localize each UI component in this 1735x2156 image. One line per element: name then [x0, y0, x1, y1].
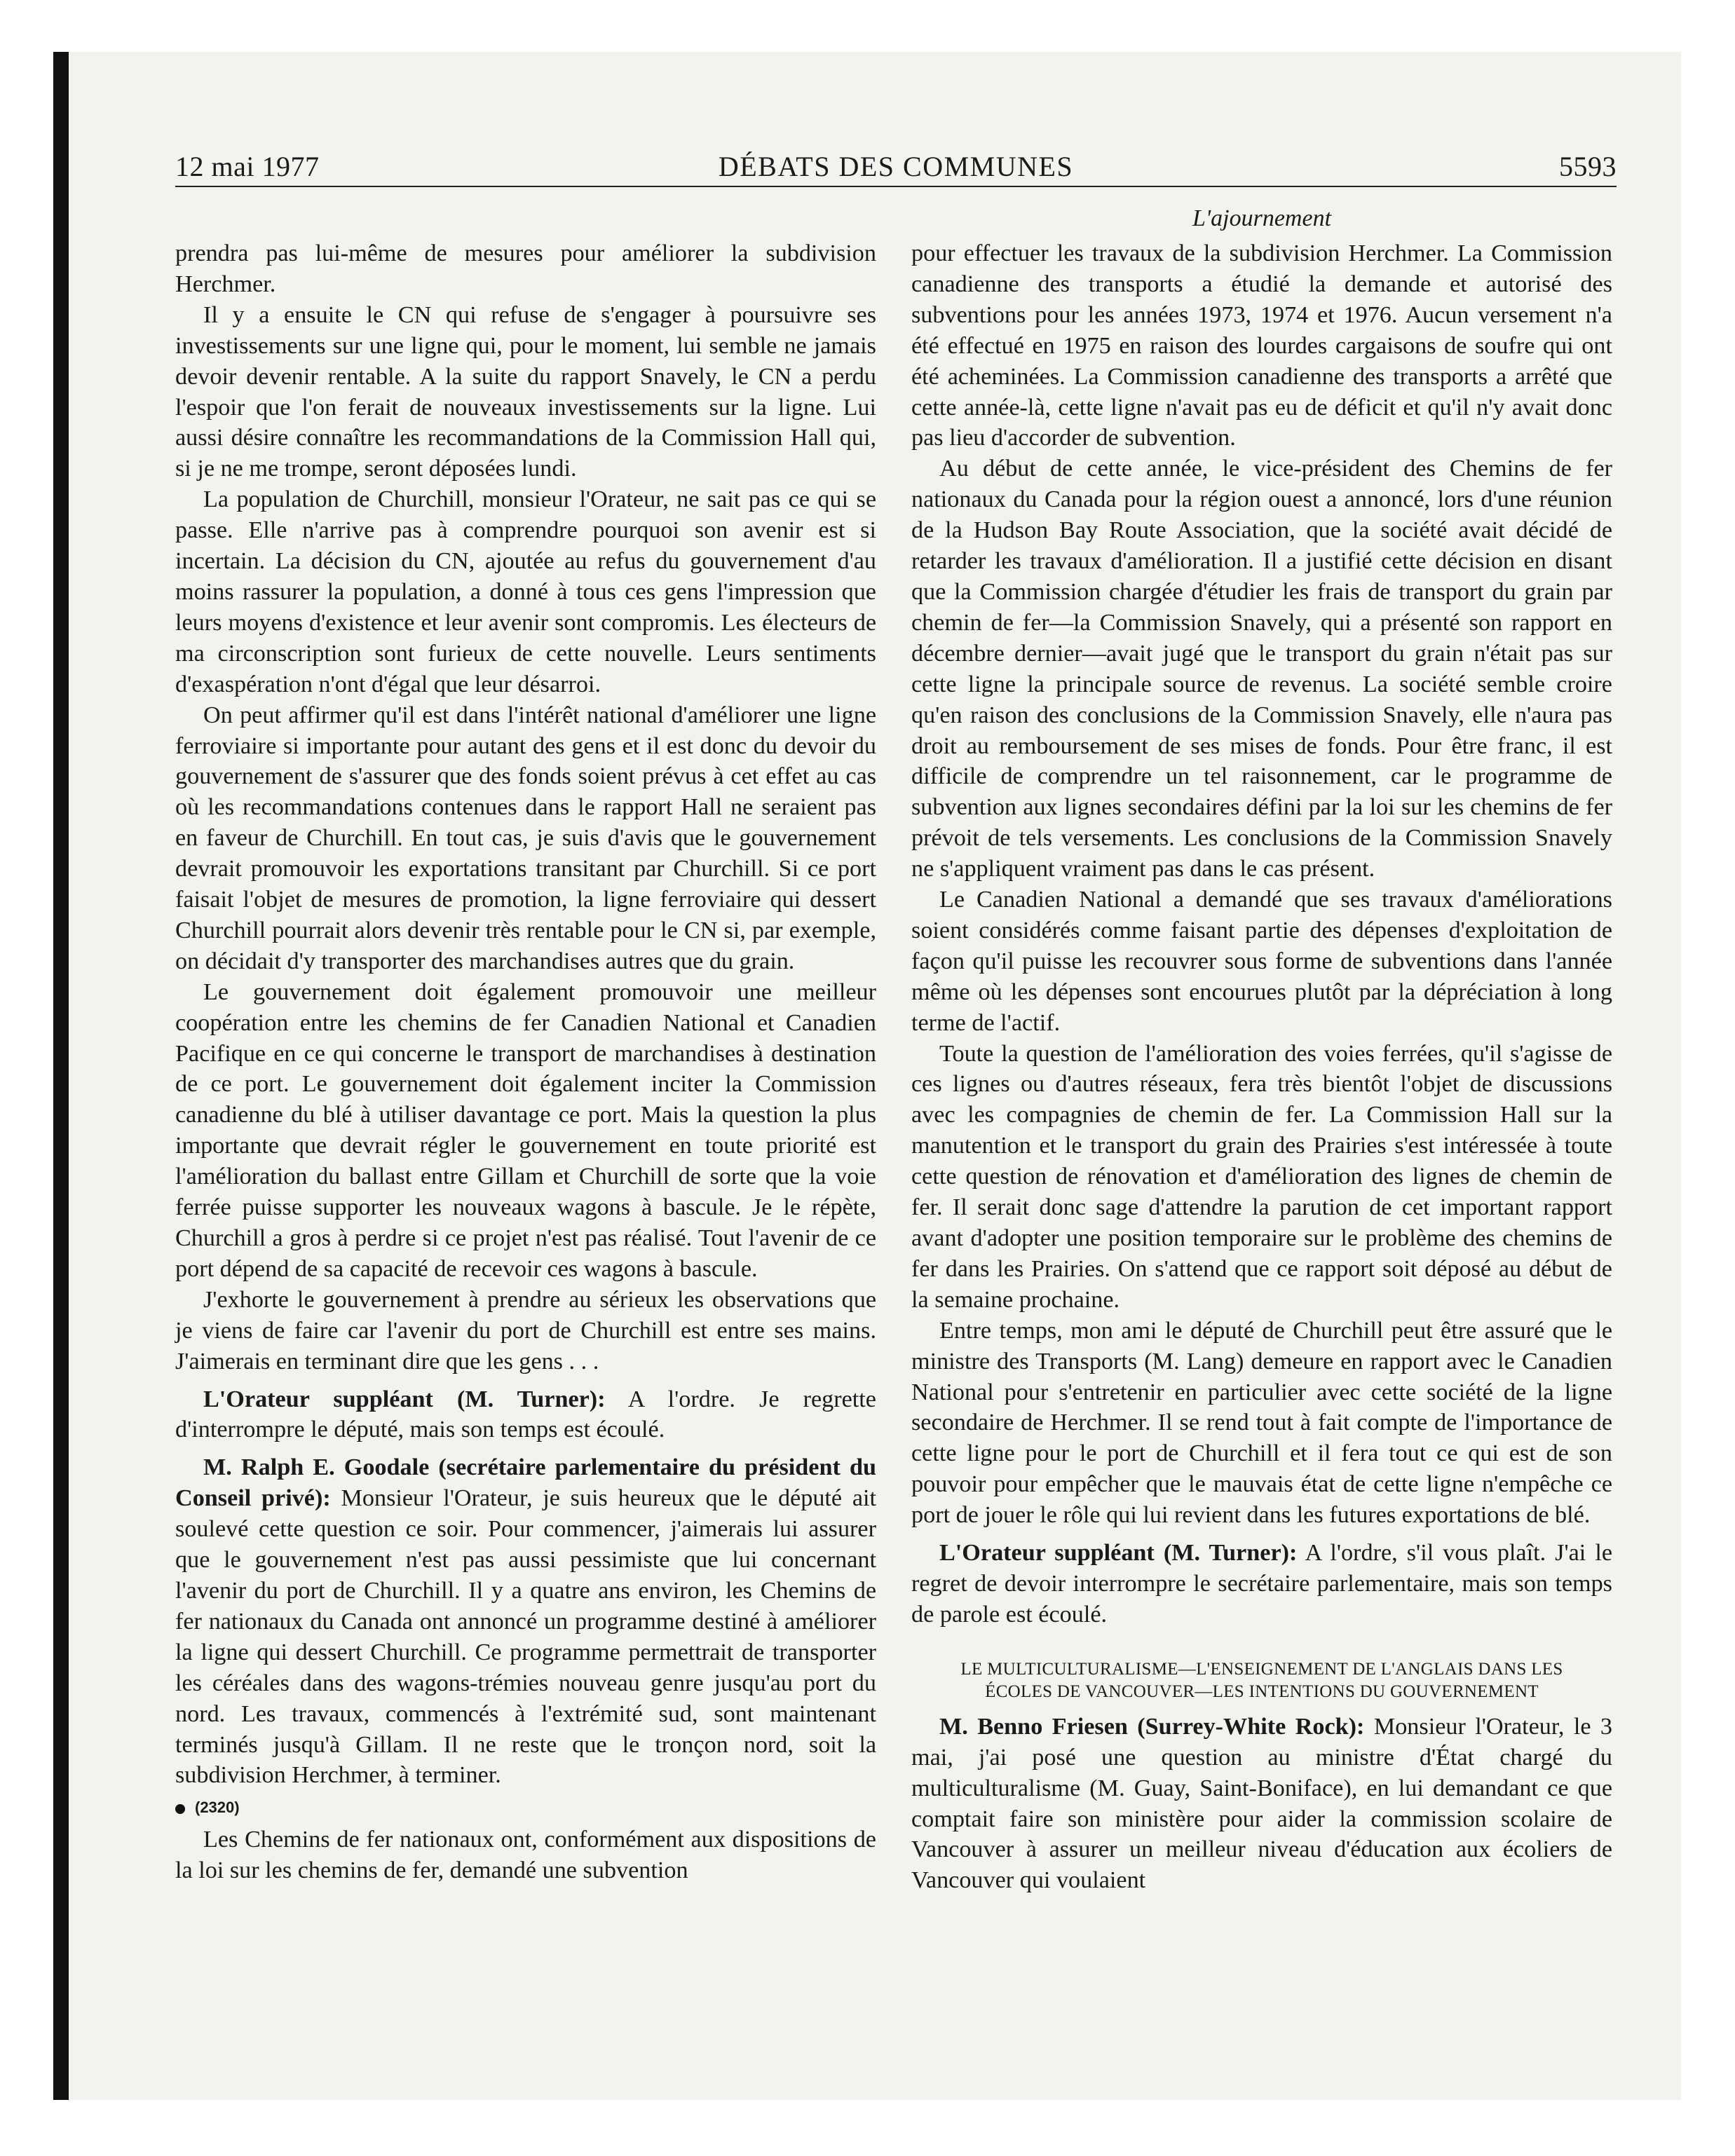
binding-shadow	[53, 52, 69, 2100]
paragraph: Les Chemins de fer nationaux ont, conformément aux dispositions de la loi sur les chemins de fer, demandé une subvention	[175, 1827, 876, 1884]
speech-text: Monsieur l'Orateur, je suis heureux que le député ait soulevé cette question ce soir. Pour commencer, j'aimerais lui assurer que le gouvernement n'est pas aussi pessimiste que lui concernant l'avenir du port de Churchill. Il y a quatre ans environ, les Chemins de fer nationaux du Canada ont annoncé un programme destiné à améliorer la ligne qui dessert Churchill. Ce programme permettrait de transporter les céréales dans des wagons-trémies nouveau genre jusqu'au port du nord. Les travaux, commencés à l'extrémité sud, sont maintenant terminés jusqu'à Gillam. Il ne reste que le tronçon nord, soit la subdivision Herchmer, à terminer.	[175, 1485, 877, 1789]
speech-paragraph	[911, 1538, 1612, 1630]
header-page-number: 5593	[1559, 151, 1617, 182]
section-heading: LE MULTICULTURALISME—L'ENSEIGNEMENT DE L'ANGLAIS DANS LES ÉCOLES DE VANCOUVER—LES INTENTIONS DU GOUVERNEMENT	[960, 1659, 1563, 1701]
header-rule	[175, 186, 1617, 187]
speech-text: Monsieur l'Orateur, le 3 mai, j'ai posé une question au ministre d'État chargé du multiculturalisme (M. Guay, Saint-Boniface), en lui demandant ce que comptait faire son ministère pour aider la commission scolaire de Vancouver à assurer un meilleur niveau d'éducation aux écoliers de Vancouver qui voulaient	[911, 1713, 1612, 1894]
paragraph: Toute la question de l'amélioration des voies ferrées, qu'il s'agisse de ces lignes ou d'autres réseaux, fera très bientôt l'objet de discussions avec les compagnies de chemin de fer. La Commission Hall sur la manutention et le transport du grain des Prairies s'est intéressée à toute cette question de rénovation et d'amélioration des lignes de chemin de fer. Il serait donc sage d'attendre la parution de cet important rapport avant d'adopter une position temporaire sur le problème des chemins de fer dans les Prairies. On s'attend que ce rapport soit déposé au début de la semaine prochaine.	[911, 1040, 1612, 1313]
paragraph: Il y a ensuite le CN qui refuse de s'engager à poursuivre ses investissements sur une ligne qui, pour le moment, lui semble ne jamais devoir devenir rentable. A la suite du rapport Snavely, le CN a perdu l'espoir que l'on ferait de nouveaux investissements sur la ligne. Lui aussi désire connaître les recommandations de la Commission Hall qui, si je ne me trompe, seront déposées lundi.	[175, 301, 876, 482]
speech-paragraph	[911, 1712, 1612, 1896]
paragraph: prendra pas lui-même de mesures pour améliorer la subdivision Herchmer.	[175, 240, 876, 297]
paragraph: Le gouvernement doit également promouvoir une meilleur coopération entre les chemins de fer Canadien National et Canadien Pacifique en ce qui concerne le transport de marchandises à destination de ce port. Le gouvernement doit également inciter la Commission canadienne du blé à utiliser davantage ce port. Mais la question la plus importante que devrait régler le gouvernement en toute priorité est l'amélioration du ballast entre Gillam et Churchill de sorte que la voie ferrée puisse supporter les nouveaux wagons à bascule. Je le répète, Churchill a gros à perdre si ce projet n'est pas réalisé. Tout l'avenir de ce port dépend de sa capacité de recevoir ces wagons à bascule.	[175, 978, 876, 1282]
time-marker-label: (2320)	[195, 1799, 240, 1817]
paragraph: Le Canadien National a demandé que ses travaux d'améliorations soient considérés comme faisant partie des dépenses d'exploitation de façon qu'il puisse les recouvrer sous forme de subventions dans l'année même où les dépenses sont encourues plutôt par la dépréciation à long terme de l'actif.	[911, 887, 1612, 1036]
paragraph: Au début de cette année, le vice-président des Chemins de fer nationaux du Canada pour la région ouest a annoncé, lors d'une réunion de la Hudson Bay Route Association, que la société avait décidé de retarder les travaux d'amélioration. Il a justifié cette décision en disant que la Commission chargée d'étudier les frais de transport du grain par chemin de fer—la Commission Snavely, qui a présenté son rapport en décembre dernier—avait jugé que le transport du grain n'était pas sur cette ligne la principale source de revenus. La société semble croire qu'en raison des conclusions de la Commission Snavely, elle n'aura pas droit au remboursement de ses mises de fonds. Pour être franc, il est difficile de comprendre un tel raisonnement, car le programme de subvention aux lignes secondaires défini par la loi sur les chemins de fer prévoit de tels versements. Les conclusions de la Commission Snavely ne s'appliquent vraiment pas dans le cas présent.	[911, 456, 1612, 882]
speaker-name: M. Ralph E. Goodale (secrétaire parlementaire du président du Conseil privé):	[175, 1454, 876, 1512]
speech-text: A l'ordre. Je regrette d'interrompre le député, mais son temps est écoulé.	[175, 1386, 876, 1443]
time-marker	[175, 1795, 876, 1820]
header-title: DÉBATS DES COMMUNES	[718, 151, 1074, 182]
speech-text: A l'ordre, s'il vous plaît. J'ai le regret de devoir interrompre le secrétaire parlementaire, mais son temps de parole est écoulé.	[911, 1540, 1612, 1628]
paragraph: pour effectuer les travaux de la subdivision Herchmer. La Commission canadienne des transports a étudié la demande et autorisé des subventions pour les années 1973, 1974 et 1976. Aucun versement n'a été effectué en 1975 en raison des lourdes cargaisons de soufre qui ont été acheminées. La Commission canadienne des transports a arrêté que cette année-là, cette ligne n'avait pas eu de déficit et qu'il n'y avait donc pas lieu d'accorder de subvention.	[911, 240, 1612, 451]
speech-paragraph	[175, 1384, 876, 1446]
paragraph: On peut affirmer qu'il est dans l'intérêt national d'améliorer une ligne ferroviaire si importante pour autant des gens et il est donc du devoir du gouvernement de s'assurer que des fonds soient prévus à cet effet au cas où les recommandations contenues dans le rapport Hall ne seraient pas en faveur de Churchill. En tout cas, je suis d'avis que le gouvernement devrait promouvoir les exportations transitant par Churchill. Si ce port faisait l'objet de mesures de promotion, la ligne ferroviaire qui dessert Churchill pourrait alors devenir très rentable pour le CN si, par exemple, on décidait d'y transporter des marchandises autres que du grain.	[175, 702, 876, 974]
bullet-dot-icon	[175, 1804, 185, 1814]
page-header	[175, 150, 1617, 188]
paragraph: J'exhorte le gouvernement à prendre au sérieux les observations que je viens de faire car l'avenir du port de Churchill est entre ses mains. J'aimerais en terminant dire que les gens . . .	[175, 1286, 876, 1374]
speaker-name: M. Benno Friesen (Surrey-White Rock):	[939, 1713, 1365, 1740]
header-date: 12 mai 1977	[175, 151, 320, 182]
speaker-name: L'Orateur suppléant (M. Turner):	[939, 1540, 1298, 1567]
speaker-name: L'Orateur suppléant (M. Turner):	[203, 1386, 606, 1412]
left-column	[175, 238, 876, 1886]
right-column	[911, 238, 1612, 1896]
speech-paragraph	[175, 1452, 876, 1791]
running-head: L'ajournement	[1192, 205, 1332, 231]
paragraph: La population de Churchill, monsieur l'Orateur, ne sait pas ce qui se passe. Elle n'arrive pas à comprendre pourquoi son avenir est si incertain. La décision du CN, ajoutée au refus du gouvernement d'au moins rassurer la population, a donné à tous ces gens l'impression que leurs moyens d'existence et leur avenir sont compromis. Les électeurs de ma circonscription sont furieux de cette nouvelle. Leurs sentiments d'exaspération n'ont d'égal que leur désarroi.	[175, 486, 876, 697]
paragraph: Entre temps, mon ami le député de Churchill peut être assuré que le ministre des Transports (M. Lang) demeure en rapport avec le Canadien National pour s'entretenir en particulier avec cette société de la ligne secondaire de Herchmer. Il se rend tout à fait compte de l'importance de cette ligne pour le port de Churchill et il fera tout ce qui est de son pouvoir pour empêcher que le mauvais état de cette ligne n'empêche ce port de jouer le rôle qui lui revient dans les futures exportations de blé.	[911, 1317, 1612, 1529]
